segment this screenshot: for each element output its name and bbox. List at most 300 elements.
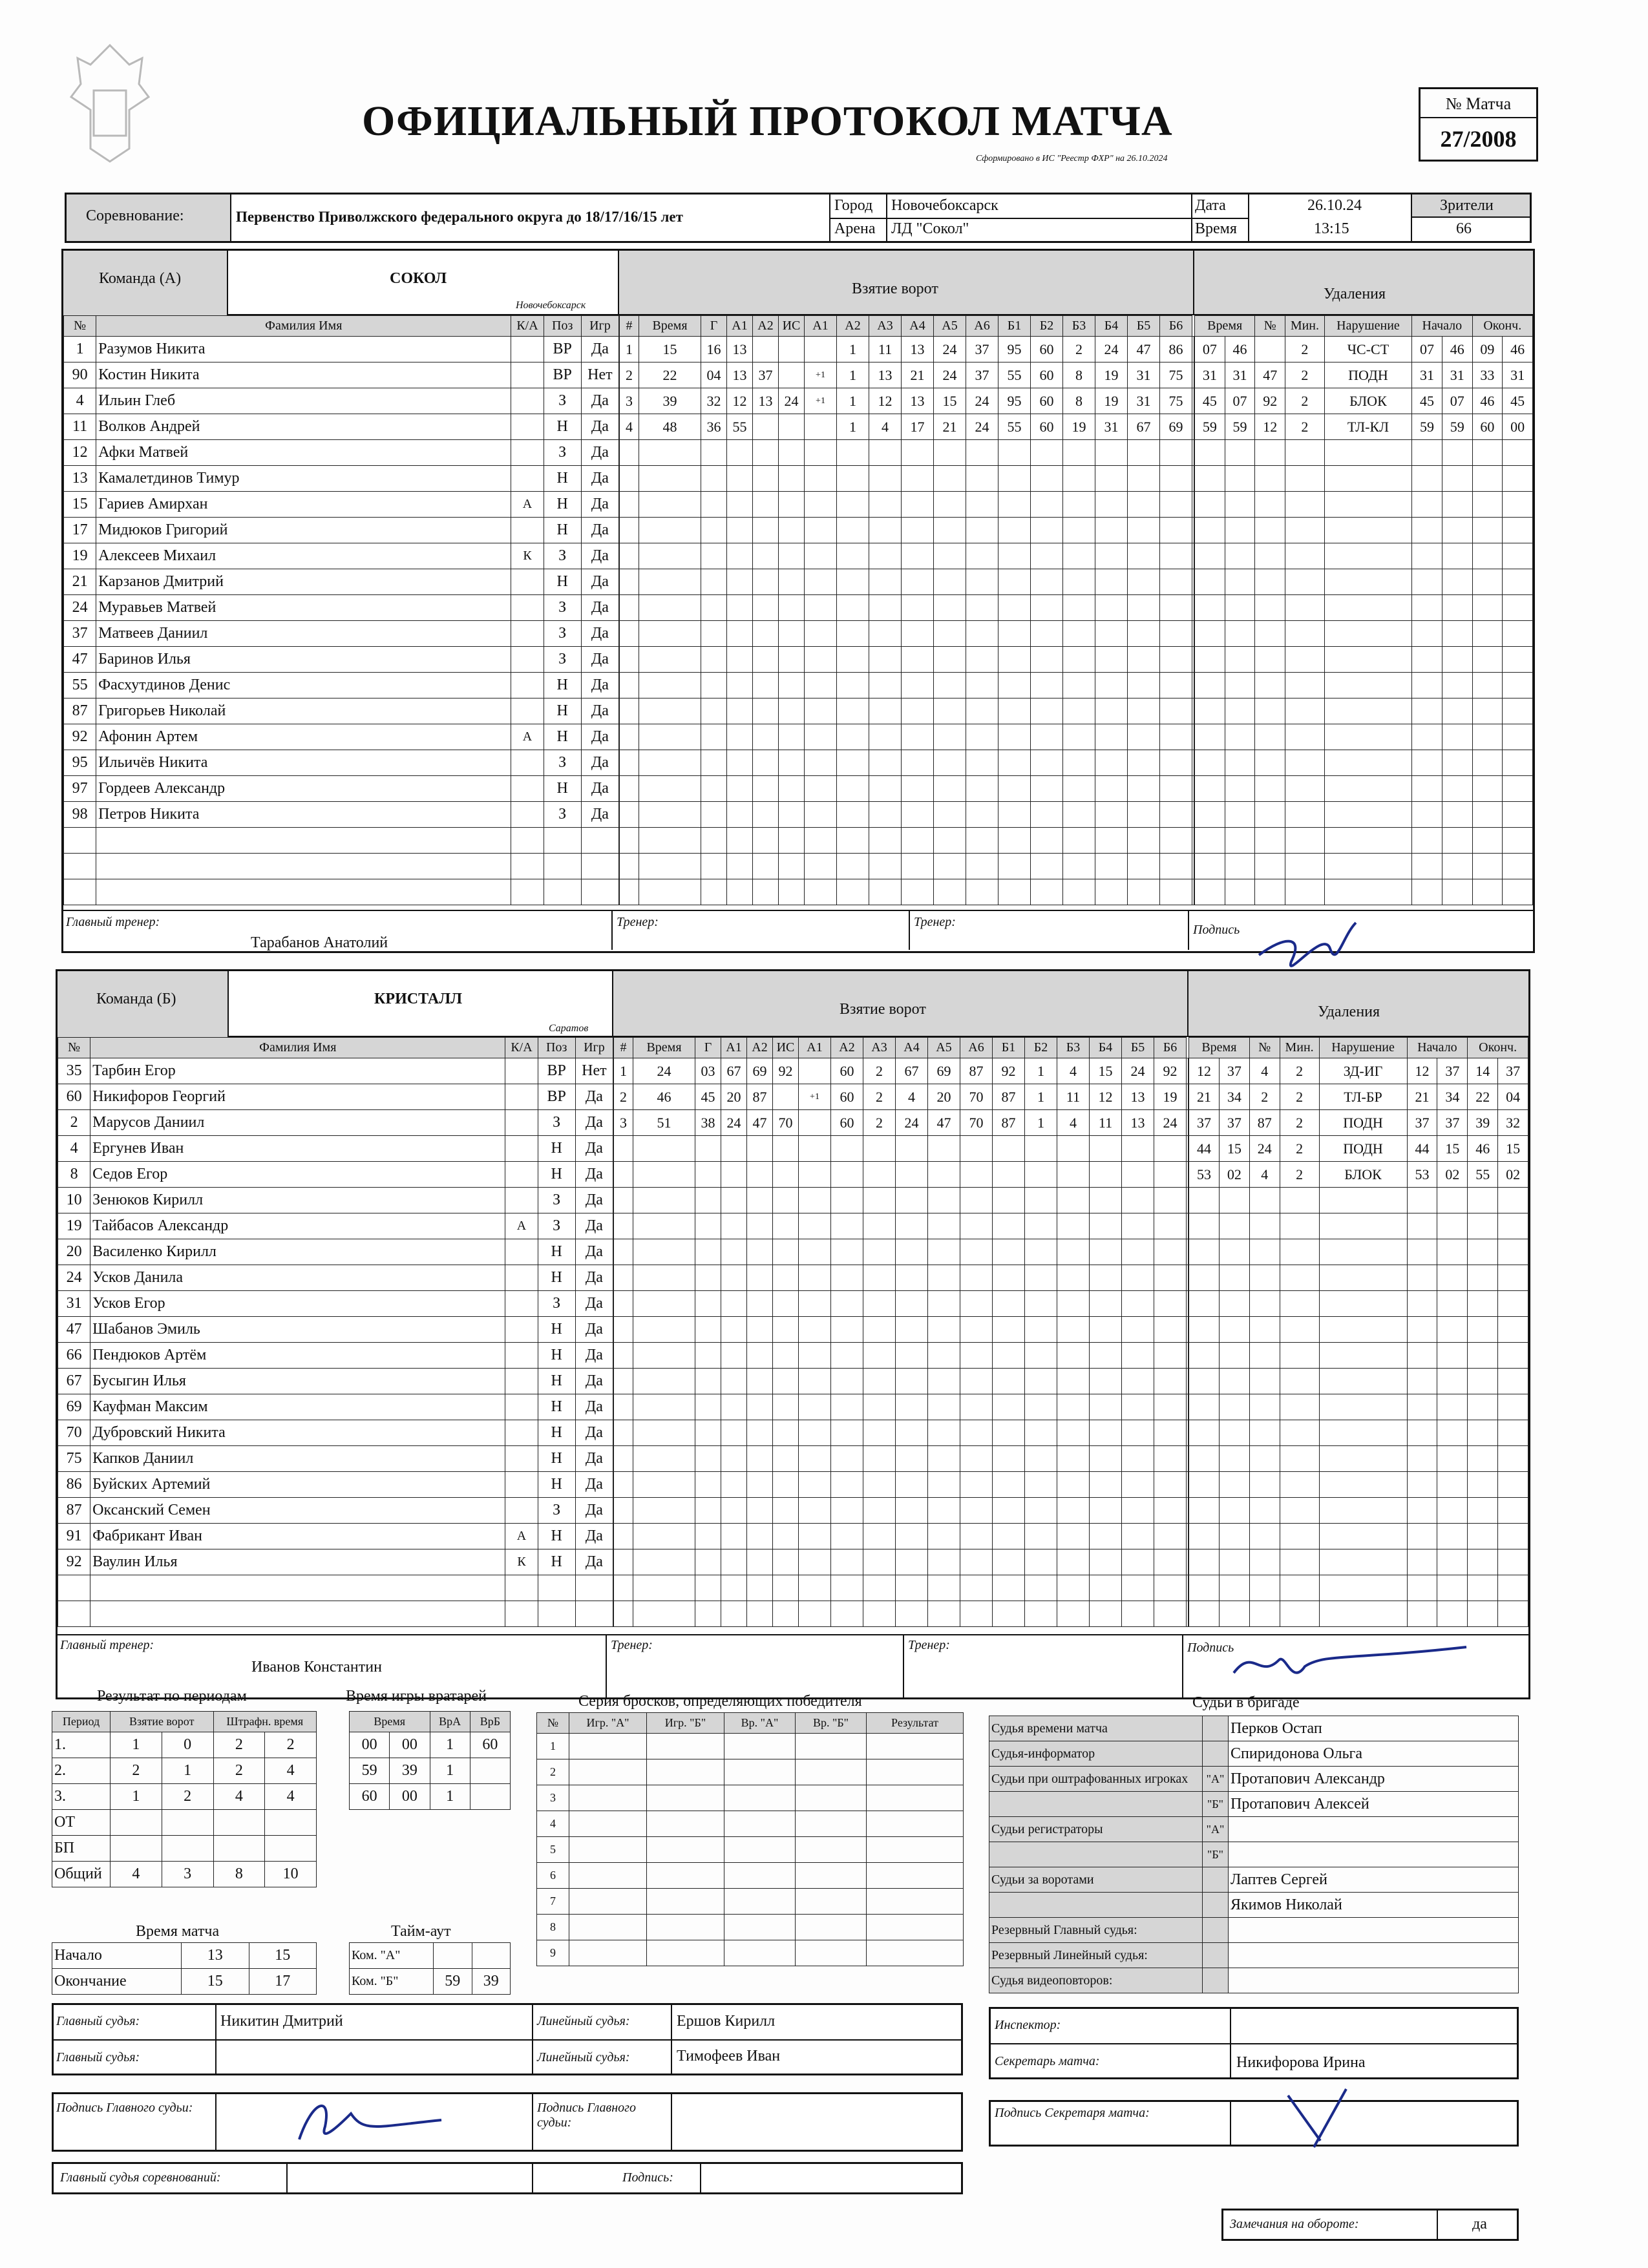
player-captain-mark [511,879,544,905]
goals-header [614,1038,1188,1058]
goal-cell [779,518,805,543]
goal-cell [1095,776,1128,802]
penalty-cell [1280,1317,1319,1343]
goal-cell [869,854,902,879]
sign-secretary-label: Подпись Секретаря матча: [995,2106,1150,2120]
goal-cell [727,595,753,621]
player-number [64,854,96,879]
goal-cell: 12 [727,388,753,414]
goal-cell: 24 [966,388,998,414]
goal-cell [831,1549,863,1575]
penalty-cell [1285,518,1325,543]
goal-cell [1154,1136,1187,1162]
goal-cell: 55 [727,414,753,440]
goal-row [620,595,1194,621]
goal-cell [721,1498,747,1524]
penalty-cell [1249,1394,1280,1420]
goalie-row [350,1758,511,1784]
goal-cell [633,1549,695,1575]
shootout-cell [796,1734,867,1759]
player-position: Н [538,1549,575,1575]
shootout-num: 2 [537,1759,569,1785]
penalty-cell [1324,466,1411,492]
shootout-col: Вр. "А" [724,1713,796,1734]
goal-cell: 60 [831,1058,863,1084]
penalty-cell [1503,518,1533,543]
shootout-cell [867,1759,964,1785]
player-number: 21 [64,569,96,595]
penalty-cell [1437,1524,1468,1549]
goal-cell: 1 [1025,1084,1057,1110]
penalty-cell [1255,595,1285,621]
goal-cell [993,1136,1025,1162]
goal-cell [633,1369,695,1394]
penalty-cell: ПОДН [1319,1110,1407,1136]
team-b-goals-title: Взятие ворот [840,1001,926,1018]
city-label: Город [834,197,873,214]
goal-cell [902,595,934,621]
penalty-cell [1472,776,1503,802]
shootout-num: 3 [537,1785,569,1811]
penalty-cell [1412,440,1442,466]
goal-row [620,466,1194,492]
goal-cell [993,1472,1025,1498]
goal-cell [1095,621,1128,647]
penalty-cell [1255,724,1285,750]
goal-cell [896,1162,928,1188]
player-name: Волков Андрей [96,414,511,440]
player-number: 19 [58,1213,90,1239]
goal-cell [1090,1136,1122,1162]
goal-cell [928,1265,960,1291]
goal-cell: 13 [902,388,934,414]
penalty-cell [1324,828,1411,854]
goal-cell [614,1343,633,1369]
on-ice-b-col: Б2 [1031,316,1063,337]
goal-cell [805,879,837,905]
penalty-cell [1503,724,1533,750]
penalty-cell: 32 [1498,1110,1528,1136]
player-name: Баринов Илья [96,647,511,673]
goal-cell: 24 [934,362,966,388]
team-b-sign-label: Подпись [1187,1641,1234,1655]
goal-cell: 37 [966,362,998,388]
penalty-row [1195,802,1533,828]
penalty-cell [1195,543,1225,569]
goal-cell [960,1498,993,1524]
goal-cell [1057,1575,1090,1601]
goal-cell [831,1369,863,1394]
goal-cell: 2 [1063,337,1095,362]
penalty-cell [1195,854,1225,879]
goal-cell [633,1524,695,1549]
penalty-cell [1225,673,1255,698]
penalty-cell [1219,1291,1249,1317]
penalty-cell [1319,1265,1407,1291]
goal-cell [902,518,934,543]
player-captain-mark [505,1084,538,1110]
penalty-cell: 2 [1280,1058,1319,1084]
player-name: Пендюков Артём [90,1343,505,1369]
goal-cell [1122,1136,1154,1162]
team-b-coach: Иванов Константин [251,1659,382,1675]
shootout-row [537,1837,964,1863]
player-position: Н [538,1446,575,1472]
official-role: Судьи регистраторы [989,1817,1203,1842]
goal-cell: 16 [701,337,727,362]
shootout-cell [867,1863,964,1889]
officials-table [989,1716,1519,1993]
player-row [58,1524,613,1549]
player-row [64,828,619,854]
goal-cell [896,1213,928,1239]
player-number: 91 [58,1524,90,1549]
goal-cell [1122,1213,1154,1239]
goal-cell [1122,1265,1154,1291]
official-team [1203,1918,1229,1943]
penalty-cell [1219,1498,1249,1524]
goal-cell: 67 [896,1058,928,1084]
goal-cell [1128,440,1160,466]
penalty-cell [1472,673,1503,698]
goal-cell [928,1575,960,1601]
goal-cell [1095,466,1128,492]
penalty-cell [1225,440,1255,466]
penalty-row [1195,440,1533,466]
penalty-cell: 46 [1225,337,1255,362]
goal-cell [1095,440,1128,466]
goal-cell [966,673,998,698]
goal-cell [695,1498,721,1524]
match-end-label: Окончание [52,1969,182,1995]
goal-cell [966,854,998,879]
goal-col: А1 [727,316,753,337]
goal-cell: 11 [1090,1110,1122,1136]
penalty-cell [1219,1601,1249,1627]
goal-cell [896,1575,928,1601]
goal-cell [1025,1317,1057,1343]
shootout-row [537,1889,964,1915]
player-captain-mark: А [505,1524,538,1549]
pen-col-min: Мин. [1280,1038,1319,1058]
official-row [989,1968,1519,1993]
goal-cell [1063,776,1095,802]
goal-cell: 47 [1128,337,1160,362]
official-name [1229,1842,1519,1867]
penalty-cell: 2 [1280,1162,1319,1188]
penalty-cell [1468,1394,1498,1420]
player-row [58,1446,613,1472]
goal-cell [928,1446,960,1472]
goal-cell [1095,750,1128,776]
goal-cell [727,828,753,854]
penalty-cell: 92 [1255,388,1285,414]
goal-cell [1122,1188,1154,1213]
on-ice-a-col: А3 [863,1038,896,1058]
penalty-cell [1472,647,1503,673]
player-position: ВР [538,1058,575,1084]
player-number: 75 [58,1446,90,1472]
official-team [1203,1893,1229,1918]
goal-cell [620,776,639,802]
goal-cell [928,1343,960,1369]
goal-cell [1025,1524,1057,1549]
goal-cell [831,1472,863,1498]
goal-cell [773,1394,799,1420]
penalty-row [1195,569,1533,595]
goal-cell [1090,1343,1122,1369]
goal-cell [993,1162,1025,1188]
player-number: 24 [64,595,96,621]
goal-cell [1154,1524,1187,1549]
penalty-cell [1412,673,1442,698]
goal-cell: 2 [614,1084,633,1110]
penalty-cell [1285,828,1325,854]
player-name: Никифоров Георгий [90,1084,505,1110]
penalty-cell: 34 [1219,1084,1249,1110]
goal-cell [1160,854,1192,879]
goal-cell [831,1265,863,1291]
goal-cell [831,1136,863,1162]
goal-cell [1154,1446,1187,1472]
goal-cell [869,440,902,466]
player-position: Н [544,492,581,518]
goal-cell: 11 [869,337,902,362]
player-name: Гариев Амирхан [96,492,511,518]
goal-cell [614,1213,633,1239]
penalty-cell [1225,724,1255,750]
player-row [58,1369,613,1394]
player-plays: Да [575,1317,613,1343]
goal-cell [934,698,966,724]
goal-cell [1031,569,1063,595]
competition-ref-box [52,2162,963,2194]
official-team [1203,1968,1229,1993]
goal-cell [1057,1601,1090,1627]
team-a-goals [619,315,1194,905]
player-position: Н [544,776,581,802]
player-plays: Да [581,440,618,466]
timeout-b-s: 39 [472,1969,511,1995]
player-number: 31 [58,1291,90,1317]
shootout-cell [796,1811,867,1837]
team-a-coach-label: Главный тренер: [66,915,160,929]
goal-cell [896,1239,928,1265]
penalty-cell [1249,1420,1280,1446]
player-number: 70 [58,1420,90,1446]
penalty-cell [1407,1601,1437,1627]
goalie-cell: 00 [390,1784,430,1810]
arena-label: Арена [834,220,876,237]
goal-cell [614,1420,633,1446]
goal-cell: 21 [902,362,934,388]
player-captain-mark [505,1239,538,1265]
penalty-cell [1249,1265,1280,1291]
penalty-cell [1503,569,1533,595]
goal-cell: 39 [639,388,701,414]
goal-cell [633,1317,695,1343]
goal-cell [1031,647,1063,673]
goal-row [620,698,1194,724]
goalie-row [350,1732,511,1758]
penalty-cell [1319,1472,1407,1498]
goal-cell [1025,1136,1057,1162]
periods-col-period: Период [52,1712,111,1732]
goal-cell [1090,1162,1122,1188]
goal-cell: 95 [998,388,1031,414]
player-name: Петров Никита [96,802,511,828]
player-number: 17 [64,518,96,543]
penalty-cell [1249,1472,1280,1498]
penalty-cell: 15 [1219,1136,1249,1162]
goal-cell [753,337,779,362]
player-name: Усков Егор [90,1291,505,1317]
penalty-cell: 37 [1189,1110,1220,1136]
player-number: 90 [64,362,96,388]
player-row [64,854,619,879]
goal-cell [799,1162,831,1188]
goal-cell [831,1394,863,1420]
team-b-pen-title: Удаления [1318,1003,1380,1020]
goal-cell: 1 [837,414,869,440]
penalty-cell [1280,1601,1319,1627]
player-plays [575,1575,613,1601]
penalty-cell [1498,1524,1528,1549]
penalty-cell [1468,1549,1498,1575]
goal-cell: 13 [869,362,902,388]
penalty-row [1195,879,1533,905]
goal-cell [831,1291,863,1317]
goal-col: Г [695,1038,721,1058]
official-name: Лаптев Сергей [1229,1867,1519,1893]
penalty-cell [1285,879,1325,905]
goal-cell [902,724,934,750]
penalty-row [1189,1549,1528,1575]
penalty-cell [1407,1213,1437,1239]
penalty-cell [1324,802,1411,828]
player-number: 47 [58,1317,90,1343]
official-row [989,1867,1519,1893]
goal-cell: 95 [998,337,1031,362]
goal-cell [1063,802,1095,828]
team-a-goals-title: Взятие ворот [852,280,938,297]
goal-row [614,1394,1188,1420]
goal-cell [1122,1394,1154,1420]
goalie-time-title: Время игры вратарей [346,1688,487,1705]
penalty-cell [1249,1213,1280,1239]
penalty-cell [1189,1446,1220,1472]
shootout-cell [647,1759,724,1785]
player-plays: Да [575,1524,613,1549]
penalty-cell: 15 [1498,1136,1528,1162]
penalty-cell [1280,1239,1319,1265]
on-ice-a-col: А3 [869,316,902,337]
goal-cell [747,1317,773,1343]
penalty-cell [1189,1239,1220,1265]
goal-cell [721,1369,747,1394]
player-name: Дубровский Никита [90,1420,505,1446]
player-name: Тарбин Егор [90,1058,505,1084]
goal-cell [993,1575,1025,1601]
goal-cell: 86 [1160,337,1192,362]
goal-cell [837,802,869,828]
penalty-cell: 47 [1255,362,1285,388]
penalty-cell [1472,854,1503,879]
goal-cell [695,1446,721,1472]
goal-cell [966,569,998,595]
goal-cell [1057,1343,1090,1369]
goal-cell [799,1601,831,1627]
penalty-cell [1324,698,1411,724]
team-a-roster [63,315,619,905]
player-position: Н [544,466,581,492]
goal-cell [1063,647,1095,673]
period-cell [265,1836,317,1862]
penalty-cell: 02 [1219,1162,1249,1188]
player-name: Ергунев Иван [90,1136,505,1162]
player-plays: Да [575,1343,613,1369]
goal-cell [837,673,869,698]
penalty-cell [1498,1446,1528,1472]
penalty-cell [1255,776,1285,802]
goal-cell: 13 [727,337,753,362]
goal-cell [837,466,869,492]
player-plays: Да [575,1446,613,1472]
penalty-cell [1280,1420,1319,1446]
player-captain-mark [511,440,544,466]
penalty-cell: 2 [1280,1110,1319,1136]
goal-cell: 60 [1031,337,1063,362]
goal-cell [1063,750,1095,776]
penalty-row [1195,543,1533,569]
player-name [90,1601,505,1627]
goal-cell [1128,698,1160,724]
goal-cell [1057,1136,1090,1162]
goal-cell [727,647,753,673]
goal-cell: 38 [695,1110,721,1136]
goal-cell [614,1188,633,1213]
shootout-cell [796,1889,867,1915]
goal-cell [701,647,727,673]
goal-cell [727,698,753,724]
penalty-cell: 31 [1412,362,1442,388]
goal-cell [721,1472,747,1498]
goal-cell [614,1575,633,1601]
penalty-cell [1225,492,1255,518]
on-ice-b-col: Б1 [998,316,1031,337]
penalty-cell [1249,1575,1280,1601]
goal-cell [799,1472,831,1498]
goal-cell [902,569,934,595]
goal-cell [614,1601,633,1627]
goal-cell [805,595,837,621]
goal-cell [837,595,869,621]
goal-cell [620,750,639,776]
goal-cell: 31 [1095,414,1128,440]
goal-row [614,1110,1188,1136]
goal-cell [701,698,727,724]
penalty-cell [1437,1188,1468,1213]
goal-cell [805,828,837,854]
player-plays: Да [581,698,618,724]
goal-cell [1090,1446,1122,1472]
goal-cell [773,1343,799,1369]
goal-cell [614,1472,633,1498]
penalty-cell: 33 [1472,362,1503,388]
goal-cell [633,1265,695,1291]
goal-cell [1057,1394,1090,1420]
penalty-row [1195,750,1533,776]
